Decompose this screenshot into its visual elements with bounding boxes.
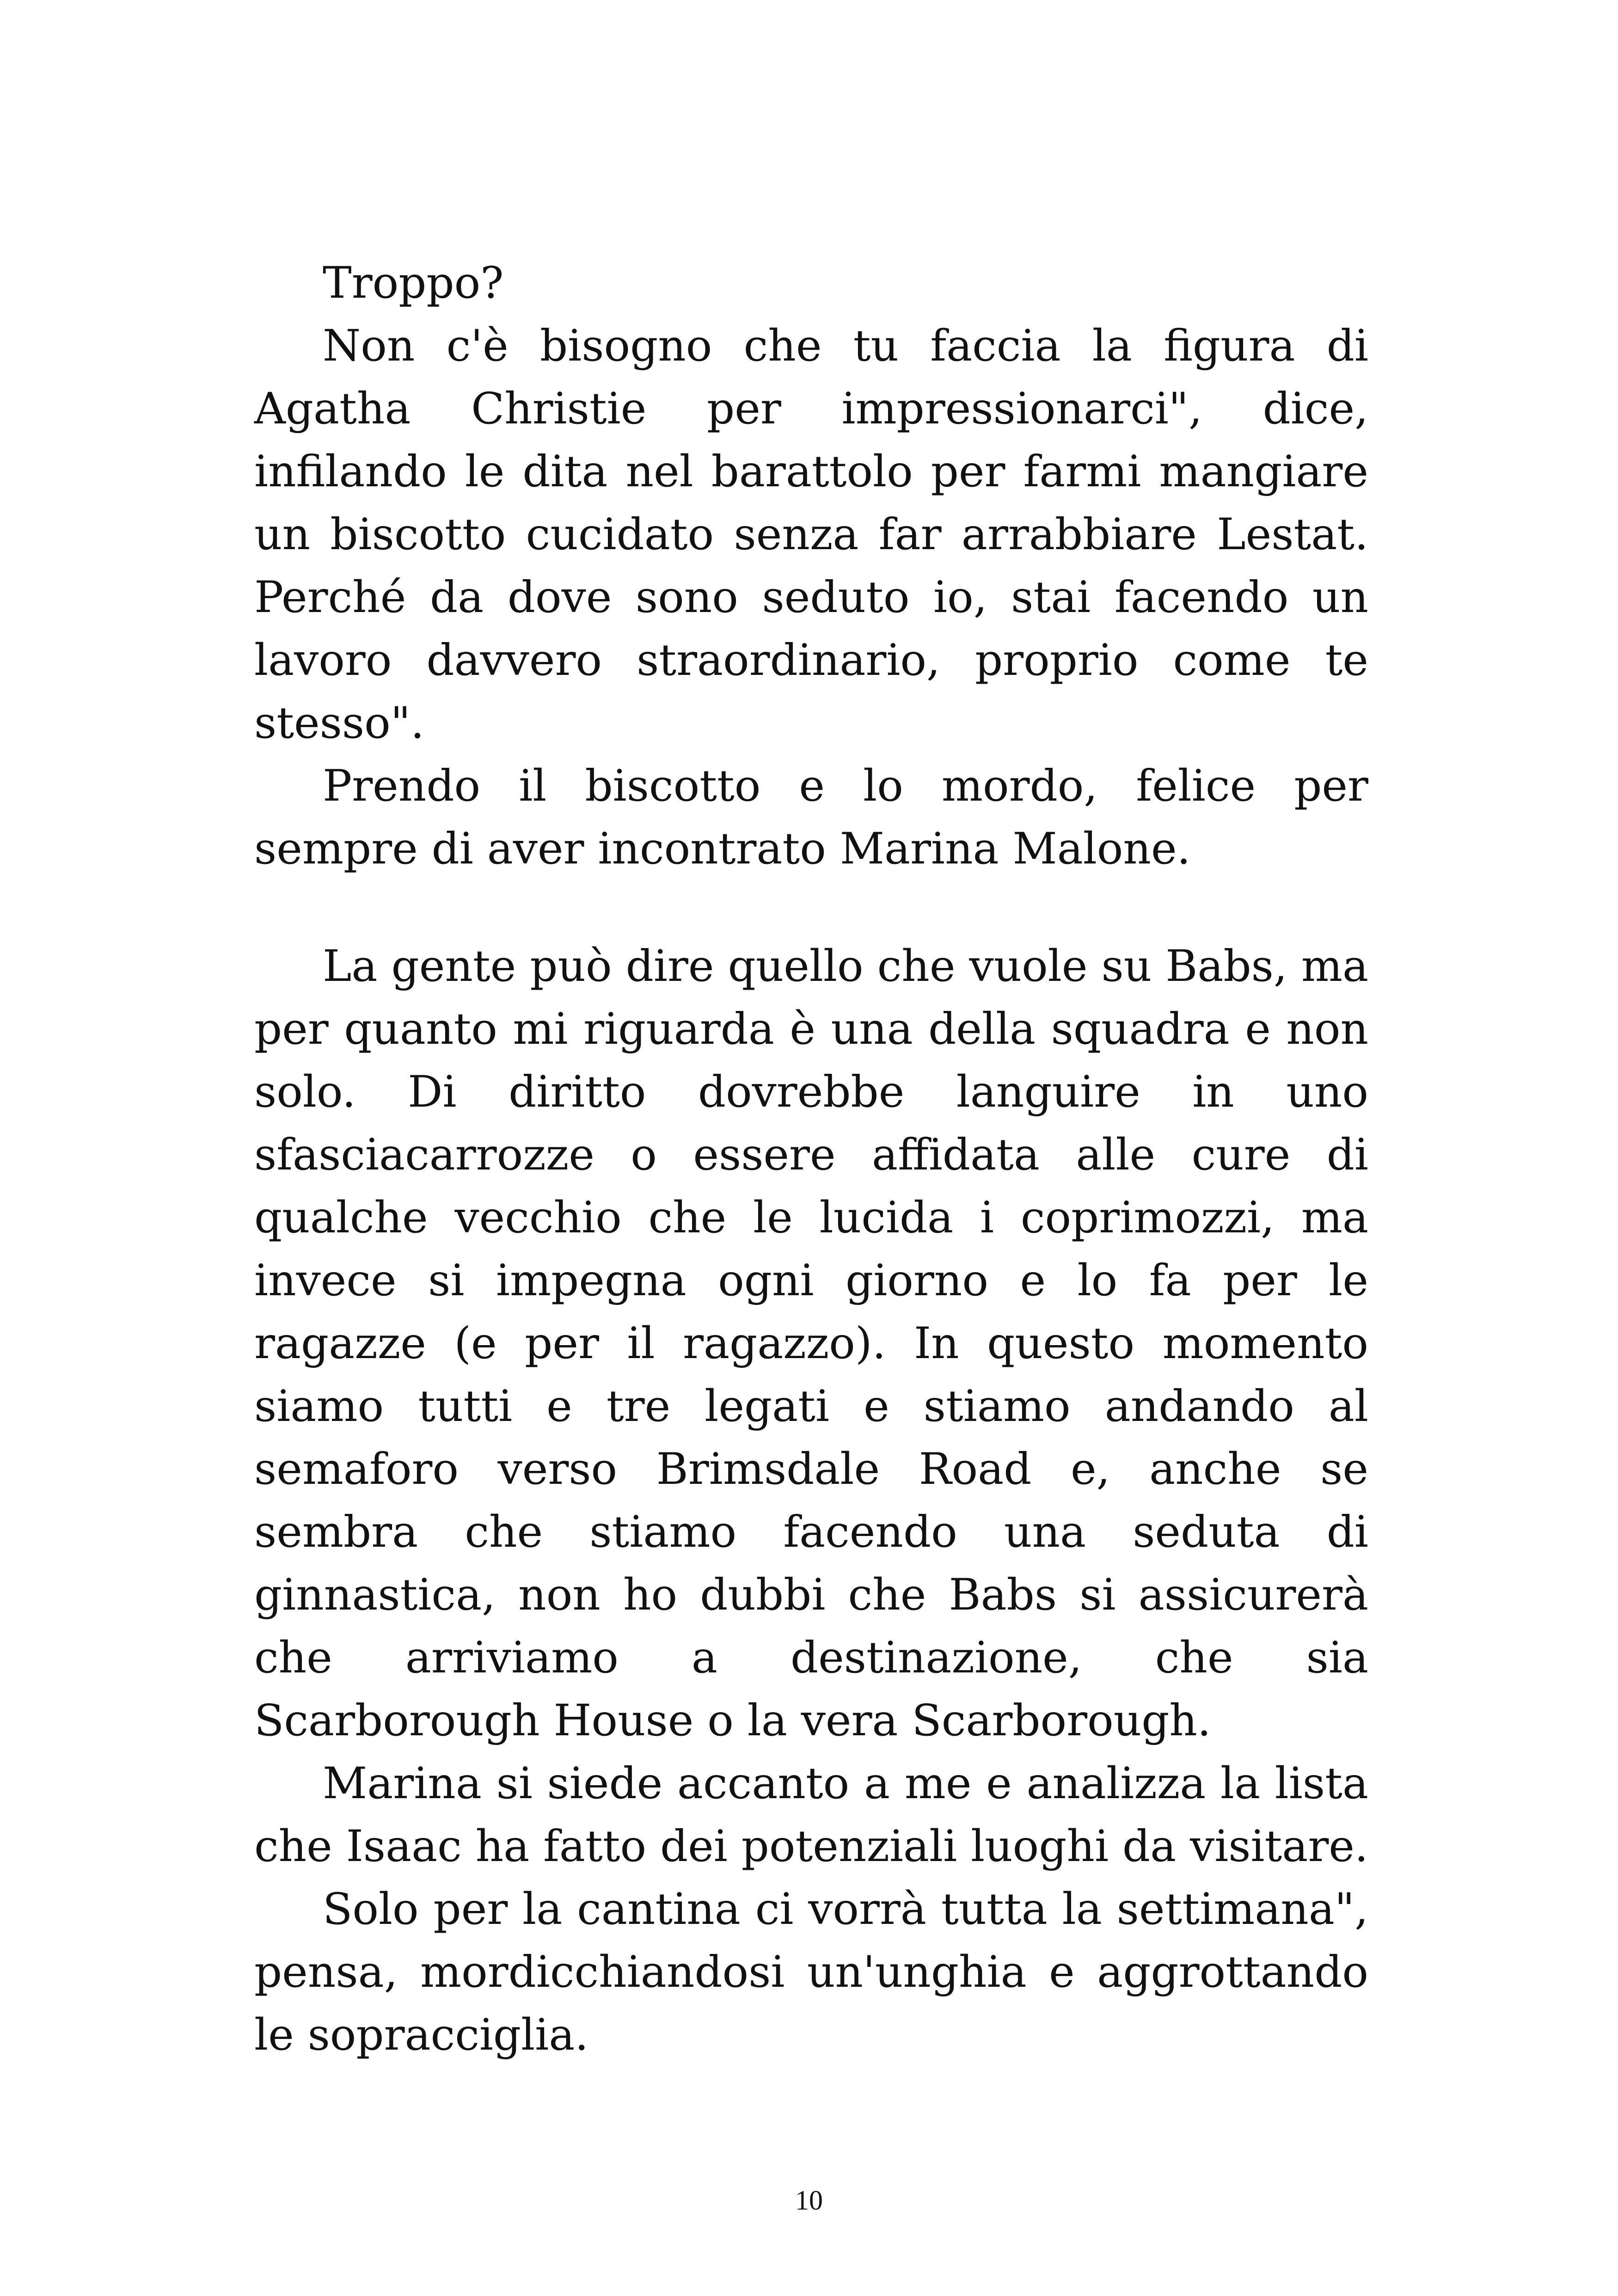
text-section-2	[254, 935, 1368, 2067]
paragraph: Marina si siede accanto a me e analizza la lista che Isaac ha fatto dei potenziali luoghi da visitare.	[254, 1758, 1368, 1872]
text-section-1	[254, 252, 1368, 881]
paragraph: La gente può dire quello che vuole su Babs, ma per quanto mi riguarda è una della squadra e non solo. Di diritto dovrebbe languire in uno sfasciacarrozze o essere affidata alle cure di qualche vecchio che le lucida i coprimozzi, ma invece si impegna ogni giorno e lo fa per le ragazze (e per il ragazzo). In questo momento siamo tutti e tre legati e stiamo andando al semaforo verso Brimsdale Road e, anche se sembra che stiamo facendo una seduta di ginnastica, non ho dubbi che Babs si assicurerà che arriviamo a destinazione, che sia Scarborough House o la vera Scarborough.	[254, 941, 1368, 1746]
paragraph: Troppo?	[323, 258, 504, 308]
paragraph: Prendo il biscotto e lo mordo, felice per sempre di aver incontrato Marina Malone.	[254, 761, 1368, 874]
paragraph: Non c'è bisogno che tu faccia la figura di Agatha Christie per impressionarci", dice, infilando le dita nel barattolo per farmi mangiare un biscotto cucidato senza far arrabbiare Lestat. Perché da dove sono seduto io, stai facendo un lavoro davvero straordinario, proprio come te stesso".	[254, 321, 1368, 748]
paragraph: Solo per la cantina ci vorrà tutta la settimana", pensa, mordicchiandosi un'unghia e aggrottando le sopracciglia.	[254, 1884, 1368, 2060]
page-number: 10	[795, 2185, 823, 2216]
